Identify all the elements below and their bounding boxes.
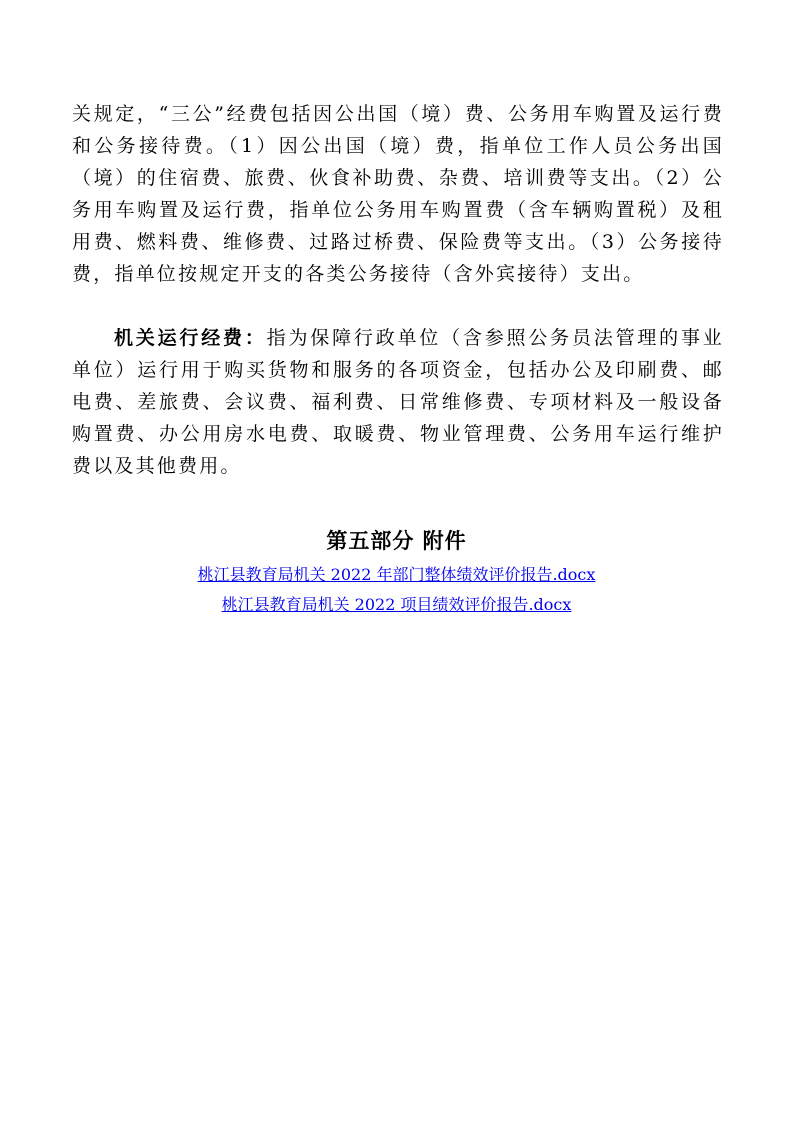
three-public-expenses-paragraph: 关规定，“三公”经费包括因公出国（境）费、公务用车购置及运行费和公务接待费。（1）因公出国（境）费，指单位工作人员公务出国（境）的住宿费、旅费、伙食补助费、杂费、培训费等支出。（2）公务用车购置及运行费，指单位公务用车购置费（含车辆购置税）及租用费、燃料费、维修费、过路过桥费、保险费等支出。（3）公务接待费，指单位按规定开支的各类公务接待（含外宾接待）支出。 xyxy=(72,103,724,285)
attachment-link-overall-report[interactable]: 桃江县教育局机关 2022 年部门整体绩效评价报告.docx xyxy=(197,565,596,584)
operating-expenses-definition: 指为保障行政单位（含参照公务员法管理的事业单位）运行用于购买货物和服务的各项资金，包括办公及印刷费、邮电费、差旅费、会议费、福利费、日常维修费、专项材料及一般设备购置费、办公用房水电费、取暖费、物业管理费、公务用车运行维护费以及其他费用。 xyxy=(72,327,724,477)
section-heading-attachments: 第五部分 附件 xyxy=(326,529,467,553)
attachment-link-project-report[interactable]: 桃江县教育局机关 2022 项目绩效评价报告.docx xyxy=(221,595,572,614)
operating-expenses-term: 机关运行经费： xyxy=(114,327,267,349)
operating-expenses-paragraph xyxy=(72,322,724,482)
